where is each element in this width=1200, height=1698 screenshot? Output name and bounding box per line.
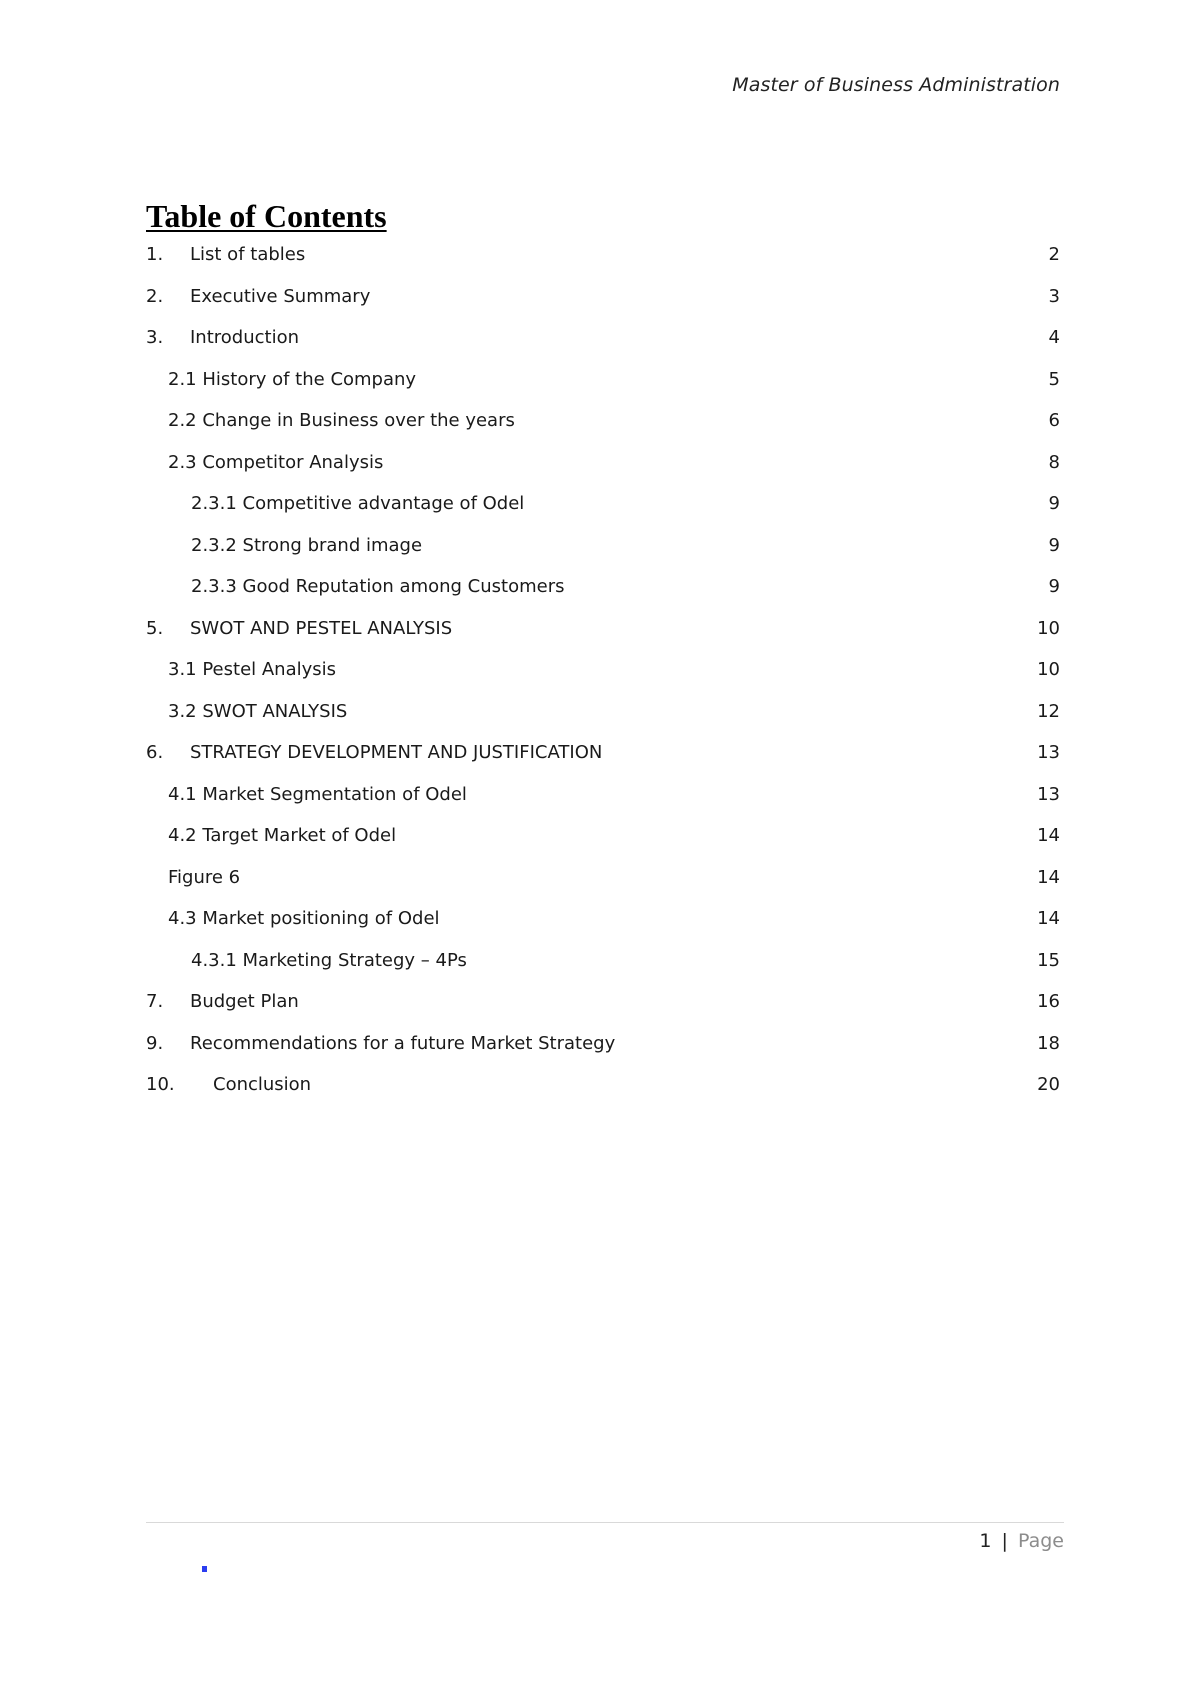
footer-page-number: 1	[979, 1530, 992, 1552]
toc-entry[interactable]	[146, 948, 1060, 990]
toc-entry[interactable]	[146, 1031, 1060, 1073]
toc-entry[interactable]	[146, 533, 1060, 575]
toc-entry-page: 14	[1037, 866, 1060, 888]
toc-entry-number: 2.	[146, 285, 164, 307]
toc-entry-label: Figure 6	[168, 866, 241, 888]
toc-entry-label: 4.1 Market Segmentation of Odel	[168, 783, 467, 805]
toc-entry[interactable]	[146, 865, 1060, 907]
toc-entry-label: Recommendations for a future Market Strategy	[190, 1032, 616, 1054]
toc-entry-label: 3.1 Pestel Analysis	[168, 659, 337, 680]
toc-entry[interactable]	[146, 574, 1060, 616]
toc-entry-number: 10.	[146, 1074, 175, 1095]
toc-entry-page: 14	[1037, 908, 1060, 929]
toc-entry[interactable]	[146, 367, 1060, 409]
toc-entry-page: 13	[1037, 742, 1060, 763]
toc-entry-page: 2	[1048, 244, 1060, 265]
toc-entry-number: 7.	[146, 991, 164, 1012]
toc-entry-page: 13	[1037, 783, 1060, 805]
toc-entry-label: List of tables	[190, 244, 306, 265]
toc-entry-label: 3.2 SWOT ANALYSIS	[168, 700, 348, 722]
toc-entry[interactable]	[146, 989, 1060, 1031]
footer-divider	[146, 1522, 1064, 1523]
toc-entry[interactable]	[146, 491, 1060, 533]
toc-entry-number: 9.	[146, 1032, 164, 1054]
footer-page-word: Page	[1018, 1530, 1064, 1552]
toc-entry[interactable]	[146, 450, 1060, 492]
toc-entry-page: 8	[1048, 451, 1060, 473]
toc-entry-number: 1.	[146, 244, 164, 265]
toc-entry-label: 2.3 Competitor Analysis	[168, 451, 384, 473]
toc-entry[interactable]	[146, 242, 1060, 284]
toc-entry-label: 2.3.3 Good Reputation among Customers	[191, 576, 565, 597]
footer-separator: |	[1001, 1530, 1008, 1552]
running-header: Master of Business Administration	[732, 74, 1060, 96]
toc-entry[interactable]	[146, 284, 1060, 326]
toc-entry-number: 6.	[146, 742, 164, 763]
toc-entry-page: 18	[1037, 1032, 1060, 1054]
toc-entry-number: 5.	[146, 617, 164, 639]
toc-entry-page: 16	[1037, 991, 1060, 1012]
toc-entry[interactable]	[146, 823, 1060, 865]
toc-entry[interactable]	[146, 408, 1060, 450]
toc-entry-label: 4.3 Market positioning of Odel	[168, 908, 440, 929]
toc-entry-page: 14	[1037, 825, 1060, 846]
toc-entry-label: STRATEGY DEVELOPMENT AND JUSTIFICATION	[190, 742, 603, 763]
toc-entry-label: 2.2 Change in Business over the years	[168, 410, 515, 431]
toc-entry-page: 12	[1037, 700, 1060, 722]
toc-entry[interactable]	[146, 616, 1060, 658]
toc-entry[interactable]	[146, 740, 1060, 782]
toc-list	[146, 242, 1060, 1114]
toc-entry[interactable]	[146, 325, 1060, 367]
toc-entry[interactable]	[146, 782, 1060, 824]
toc-entry-label: 4.2 Target Market of Odel	[168, 825, 397, 846]
toc-entry[interactable]	[146, 657, 1060, 699]
toc-entry-page: 3	[1048, 285, 1060, 307]
toc-entry-label: Conclusion	[213, 1074, 312, 1095]
toc-entry-label: Budget Plan	[190, 991, 299, 1012]
toc-entry-page: 10	[1037, 659, 1060, 680]
toc-entry-page: 6	[1048, 410, 1060, 431]
toc-entry-label: 2.1 History of the Company	[168, 368, 417, 390]
toc-entry[interactable]	[146, 1072, 1060, 1114]
toc-entry-label: 2.3.1 Competitive advantage of Odel	[191, 493, 525, 514]
toc-entry-page: 9	[1048, 493, 1060, 514]
toc-entry-label: SWOT AND PESTEL ANALYSIS	[190, 617, 453, 639]
toc-entry[interactable]	[146, 906, 1060, 948]
toc-entry-page: 20	[1037, 1074, 1060, 1095]
toc-entry-label: Introduction	[190, 327, 300, 348]
page-footer	[979, 1530, 1064, 1552]
toc-entry-page: 4	[1048, 327, 1060, 348]
toc-entry-label: 4.3.1 Marketing Strategy – 4Ps	[191, 949, 467, 971]
toc-entry-label: 2.3.2 Strong brand image	[191, 534, 423, 556]
toc-entry[interactable]	[146, 699, 1060, 741]
toc-entry-page: 9	[1048, 534, 1060, 556]
toc-title: Table of Contents	[146, 198, 387, 234]
toc-entry-number: 3.	[146, 327, 164, 348]
toc-entry-page: 10	[1037, 617, 1060, 639]
toc-entry-page: 9	[1048, 576, 1060, 597]
toc-entry-label: Executive Summary	[190, 285, 371, 307]
stray-mark	[202, 1566, 207, 1572]
toc-entry-page: 5	[1048, 368, 1060, 390]
toc-entry-page: 15	[1037, 949, 1060, 971]
